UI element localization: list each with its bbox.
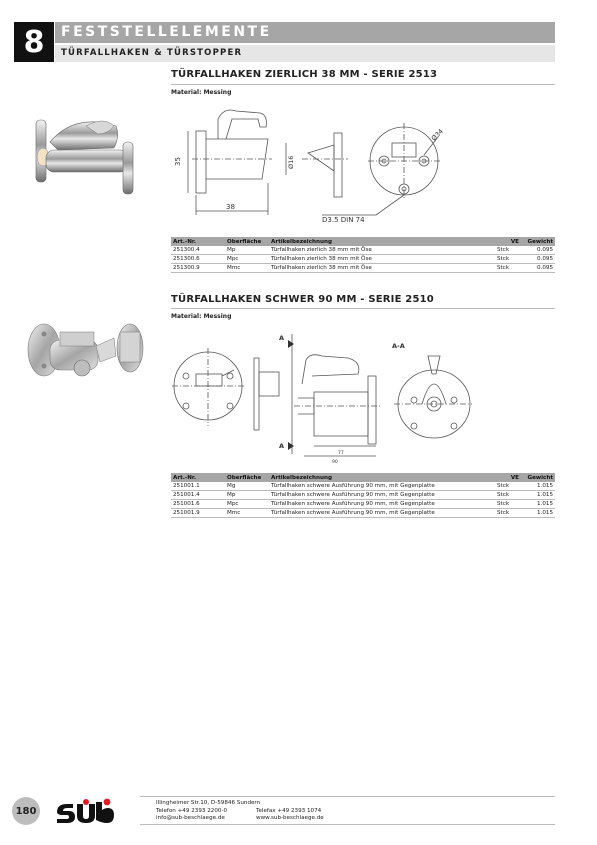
cell-artnr: 251300.9 [171,264,225,273]
section-label-aa: A-A [392,342,405,350]
footer-website[interactable]: www.sub-beschlaege.de [256,815,324,821]
footer-divider-top [140,796,555,797]
chapter-number: 8 [14,22,54,62]
footer-fax: Telefax +49 2393 1074 [256,807,322,814]
table-row [171,264,555,273]
page-number: 180 [12,797,40,825]
material-label: Material: Messing [171,313,232,320]
cell-ve: Stck [495,255,521,264]
cell-artnr: 251001.4 [171,491,225,500]
cell-gewicht: 1.015 [521,500,555,509]
cell-gewicht: 0.095 [521,264,555,273]
cell-ve: Stck [495,500,521,509]
col-artnr: Art.-Nr. [171,237,225,246]
cell-gewicht: 1.015 [521,509,555,518]
chapter-subtitle: TÜRFALLHAKEN & TÜRSTOPPER [55,45,555,62]
cell-oberflaeche: Mpc [225,500,269,509]
dim-screw: D3.5 DIN 74 [322,216,365,224]
cell-bezeichnung: Türfallhaken zierlich 38 mm mit Öse [269,255,495,264]
dim-diameter: Ø16 [287,155,295,169]
cell-ve: Stck [495,491,521,500]
cell-gewicht: 1.015 [521,482,555,491]
section-title-2510: TÜRFALLHAKEN SCHWER 90 MM - SERIE 2510 [171,294,434,305]
table-row [171,509,555,518]
col-oberflaeche: Oberfläche [225,237,269,246]
parts-table-2513 [171,237,555,273]
cell-oberflaeche: Mpc [225,255,269,264]
technical-drawing-2513 [172,103,472,225]
cell-artnr: 251001.9 [171,509,225,518]
cell-bezeichnung: Türfallhaken schwere Ausführung 90 mm, mit Gegenplatte [269,500,495,509]
cell-ve: Stck [495,509,521,518]
cell-artnr: 251001.6 [171,500,225,509]
cell-bezeichnung: Türfallhaken schwere Ausführung 90 mm, mit Gegenplatte [269,482,495,491]
parts-table-2510 [171,473,555,518]
cell-oberflaeche: Mg [225,482,269,491]
technical-drawing-2510 [172,334,472,464]
cell-oberflaeche: Mmc [225,509,269,518]
cell-bezeichnung: Türfallhaken schwere Ausführung 90 mm, mit Gegenplatte [269,509,495,518]
footer-phone: Telefon +49 2393 2200-0 [156,807,228,814]
dim-width: 38 [226,203,235,211]
section-marker-a-bottom: A [279,442,285,450]
company-logo [55,798,115,824]
cell-oberflaeche: Mmc [225,264,269,273]
col-oberflaeche: Oberfläche [225,473,269,482]
cell-artnr: 251001.1 [171,482,225,491]
table-row [171,246,555,255]
table-row [171,500,555,509]
chapter-title: FESTSTELLELEMENTE [55,22,555,43]
col-gewicht: Gewicht [521,473,555,482]
col-gewicht: Gewicht [521,237,555,246]
table-header-row [171,473,555,482]
dim-90: 90 [332,460,338,464]
cell-ve: Stck [495,246,521,255]
col-artnr: Art.-Nr. [171,473,225,482]
cell-oberflaeche: Mp [225,491,269,500]
footer-contact-left [156,800,260,823]
cell-ve: Stck [495,264,521,273]
table-row [171,255,555,264]
product-photo-2513 [28,112,138,202]
table-header-row [171,237,555,246]
dim-height: 35 [174,157,182,166]
section-divider [171,308,555,309]
cell-bezeichnung: Türfallhaken schwere Ausführung 90 mm, mit Gegenplatte [269,491,495,500]
col-bezeichnung: Artikelbezeichnung [269,237,495,246]
dim-outer: Ø34 [429,127,445,143]
cell-gewicht: 0.095 [521,246,555,255]
table-row [171,491,555,500]
cell-gewicht: 1.015 [521,491,555,500]
material-label: Material: Messing [171,89,232,96]
cell-oberflaeche: Mp [225,246,269,255]
table-row [171,482,555,491]
section-title-2513: TÜRFALLHAKEN ZIERLICH 38 MM - SERIE 2513 [171,69,438,80]
cell-gewicht: 0.095 [521,255,555,264]
col-ve: VE [495,473,521,482]
cell-artnr: 251300.4 [171,246,225,255]
product-photo-2510 [20,312,150,392]
footer-email[interactable]: info@sub-beschlaege.de [156,815,225,821]
cell-ve: Stck [495,482,521,491]
footer-divider-bottom [140,824,555,825]
dim-77: 77 [338,451,344,456]
section-divider [171,84,555,85]
footer-address: Illingheimer Str.10, D-59846 Sundern [156,800,261,806]
footer-contact-right [256,808,324,823]
cell-artnr: 251300.6 [171,255,225,264]
section-marker-a-top: A [279,334,285,342]
col-ve: VE [495,237,521,246]
cell-bezeichnung: Türfallhaken zierlich 38 mm mit Öse [269,264,495,273]
col-bezeichnung: Artikelbezeichnung [269,473,495,482]
cell-bezeichnung: Türfallhaken zierlich 38 mm mit Öse [269,246,495,255]
